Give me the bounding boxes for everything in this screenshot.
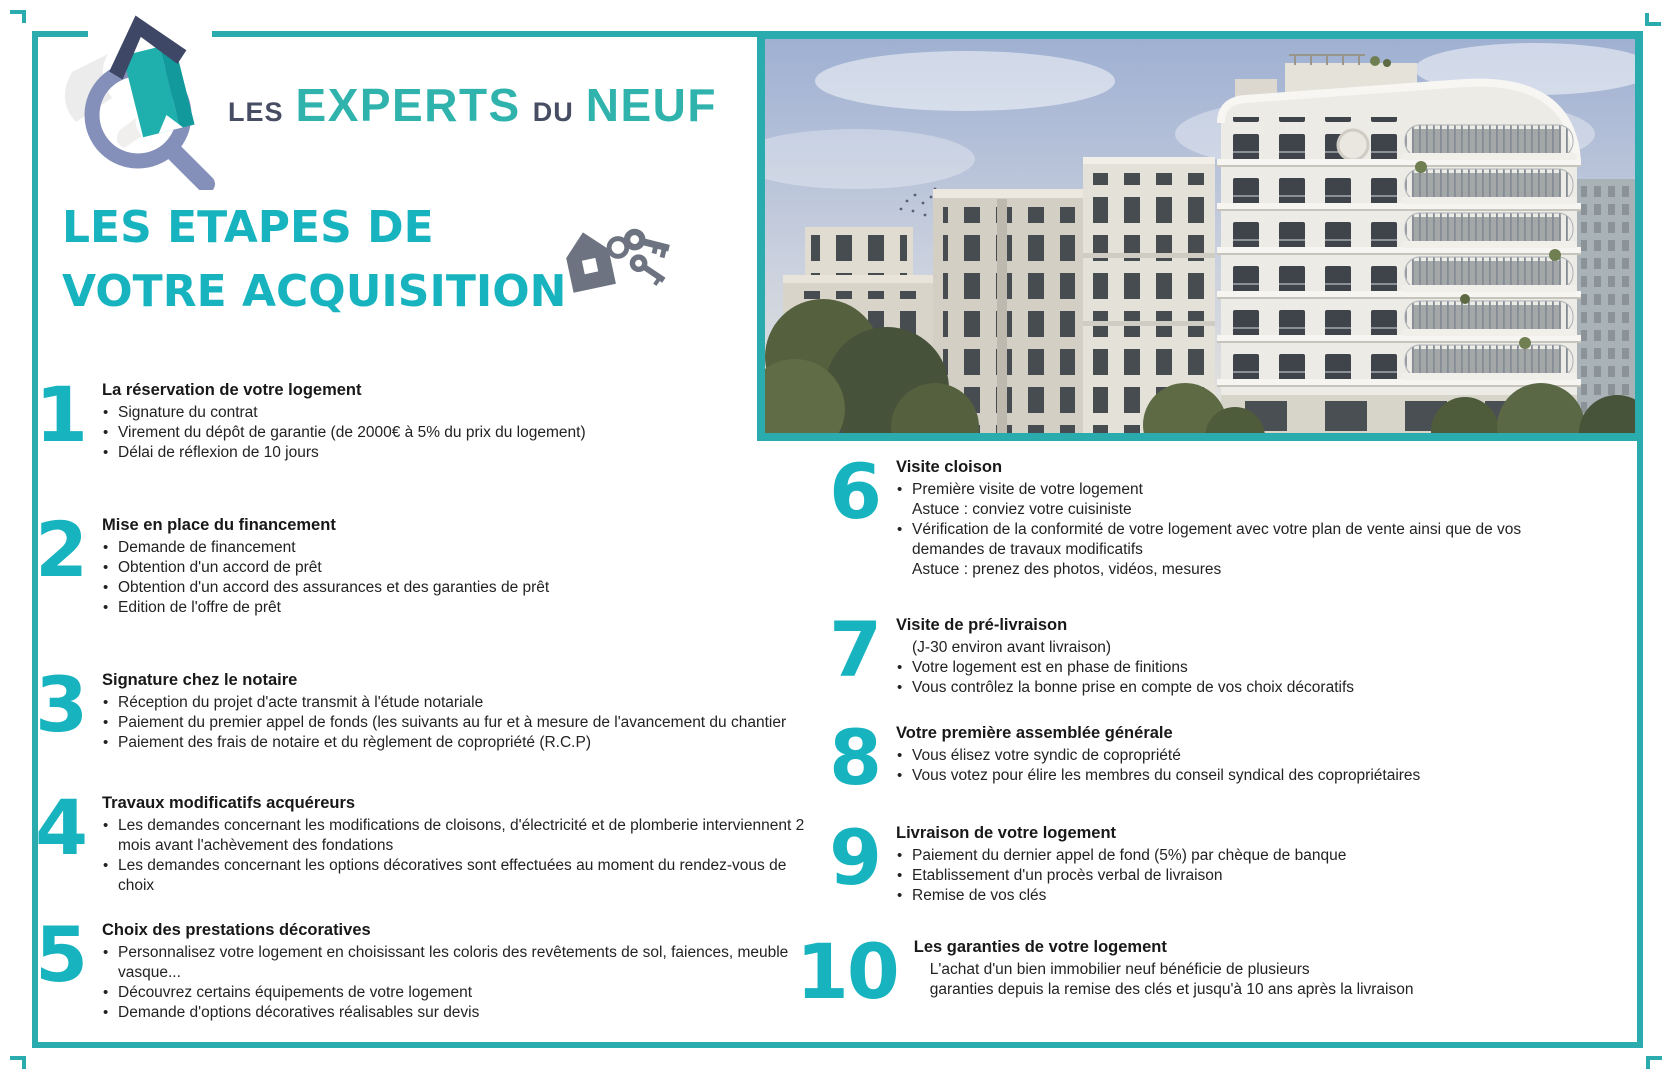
step-bullet: • Edition de l'offre de prêt [102, 598, 822, 618]
step-note: (J-30 environ avant livraison) [912, 639, 1112, 656]
step-number: 3 [35, 660, 86, 749]
step-heading: Choix des prestations décoratives [102, 921, 371, 939]
step-bullet-list [914, 960, 1550, 1000]
step-bullet: • Réception du projet d'acte transmit à l'étude notariale [102, 693, 822, 713]
step-heading: Visite cloison [896, 458, 1003, 476]
step-bullet: • Vous contrôlez la bonne prise en compte de vos choix décoratifs [896, 678, 1532, 698]
page-title-line1: LES ETAPES DE [62, 202, 434, 253]
step-bullet-list [102, 538, 822, 618]
corner-mark-top-left [10, 10, 26, 23]
step-item [34, 783, 834, 896]
step-heading: Signature chez le notaire [102, 671, 298, 689]
step-bullet: • Vous votez pour élire les membres du conseil syndical des copropriétaires [896, 766, 1532, 786]
corner-mark-bottom-left [10, 1056, 26, 1069]
step-bullet: • Remise de vos clés [896, 886, 1532, 906]
step-bullet-list [896, 480, 1532, 580]
logo-word-experts: EXPERTS [295, 79, 521, 131]
step-item [34, 370, 834, 463]
step-bullet: • Première visite de votre logement [896, 480, 1532, 500]
step-item [34, 910, 834, 1023]
step-heading: Travaux modificatifs acquéreurs [102, 794, 356, 812]
step-bullet: • Signature du contrat [102, 403, 822, 423]
step-bullet: • Paiement du premier appel de fonds (les suivants au fur et à mesure de l'avancement du chantier [102, 713, 822, 733]
step-bullet: • Les demandes concernant les options décoratives sont effectuées au moment du rendez-vous de choix [102, 856, 822, 896]
logo-wordmark [228, 78, 717, 132]
step-bullet: • Etablissement d'un procès verbal de livraison [896, 866, 1532, 886]
step-bullet: • Votre logement est en phase de finitions [896, 658, 1532, 678]
step-note: Astuce : prenez des photos, vidéos, mesures [912, 561, 1222, 578]
step-note: Astuce : conviez votre cuisiniste [912, 501, 1132, 518]
step-item [796, 927, 1656, 1016]
keys-icon [556, 216, 674, 304]
step-heading: Visite de pré-livraison [896, 616, 1068, 634]
corner-mark-bottom-right [1646, 1056, 1662, 1069]
step-bullet-list [896, 638, 1532, 698]
step-bullet: • Vérification de la conformité de votre logement avec votre plan de vente ainsi que de vos demandes de travaux modificatifs [896, 520, 1532, 560]
step-bullet-list [102, 943, 822, 1023]
step-heading: Mise en place du financement [102, 516, 336, 534]
step-bullet-list [102, 403, 822, 463]
step-number: 7 [829, 605, 880, 694]
step-heading: Livraison de votre logement [896, 824, 1117, 842]
step-item [34, 660, 834, 753]
step-item [34, 505, 834, 618]
step-heading: Les garanties de votre logement [913, 938, 1167, 956]
page-title [62, 196, 566, 324]
step-heading: La réservation de votre logement [102, 381, 362, 399]
logo-word-neuf: NEUF [585, 79, 717, 131]
step-item [796, 713, 1656, 802]
step-bullet: • Vous élisez votre syndic de copropriété [896, 746, 1532, 766]
step-number: 5 [35, 910, 86, 999]
step-bullet: • Découvrez certains équipements de votre logement [102, 983, 822, 1003]
step-bullet: • Demande de financement [102, 538, 822, 558]
step-bullet: • Les demandes concernant les modifications de cloisons, d'électricité et de plomberie interviennent 2 mois avant l'achèvement des fondations [102, 816, 822, 856]
step-note: garanties depuis la remise des clés et jusqu'à 10 ans après la livraison [929, 981, 1414, 998]
step-bullet: • Obtention d'un accord de prêt [102, 558, 822, 578]
step-number: 10 [796, 927, 898, 1016]
corner-mark-top-right [1645, 13, 1661, 26]
step-bullet-list [896, 846, 1532, 906]
step-bullet-list [102, 816, 822, 896]
step-number: 6 [829, 447, 880, 536]
step-note: L'achat d'un bien immobilier neuf bénéficie de plusieurs [929, 961, 1310, 978]
step-bullet: • Paiement des frais de notaire et du règlement de copropriété (R.C.P) [102, 733, 822, 753]
step-number: 4 [35, 783, 86, 872]
step-bullet: • Personnalisez votre logement en choisissant les coloris des revêtements de sol, faiences, meuble vasque... [102, 943, 822, 983]
step-bullet: • Obtention d'un accord des assurances et des garanties de prêt [102, 578, 822, 598]
step-number: 8 [829, 713, 880, 802]
step-bullet: • Virement du dépôt de garantie (de 2000€ à 5% du prix du logement) [102, 423, 822, 443]
step-number: 2 [35, 505, 86, 594]
step-number: 1 [35, 370, 86, 459]
step-item [796, 447, 1656, 580]
step-heading: Votre première assemblée générale [896, 724, 1173, 742]
step-bullet: • Paiement du dernier appel de fond (5%) par chèque de banque [896, 846, 1532, 866]
step-number: 9 [829, 813, 880, 902]
step-bullet-list [102, 693, 822, 753]
step-item [796, 813, 1656, 906]
step-bullet-list [896, 746, 1532, 786]
step-bullet: • Délai de réflexion de 10 jours [102, 443, 822, 463]
page-title-line2: VOTRE ACQUISITION [62, 266, 567, 317]
logo-word-du: DU [532, 97, 574, 127]
building-photo [757, 31, 1643, 441]
logo-word-les: LES [228, 97, 284, 127]
step-bullet: • Demande d'options décoratives réalisables sur devis [102, 1003, 822, 1023]
logo-house-magnifier-icon [50, 2, 222, 190]
step-item [796, 605, 1656, 698]
